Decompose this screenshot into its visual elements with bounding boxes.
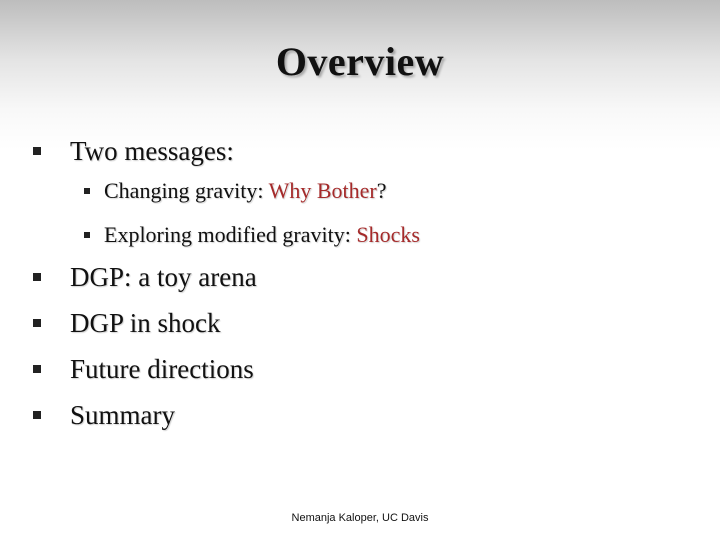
- sub-bullet-prefix: Changing gravity:: [104, 178, 269, 203]
- sub-bullet-prefix: Exploring modified gravity:: [104, 222, 357, 247]
- bullet-item: [70, 135, 234, 167]
- sub-bullet-item: [104, 222, 420, 248]
- square-bullet-icon: [33, 273, 41, 281]
- slide-title: Overview: [275, 39, 445, 84]
- bullet-text: Two messages:: [70, 136, 234, 166]
- sub-bullet-highlight: Why Bother: [268, 178, 377, 203]
- sub-bullet-suffix: ?: [376, 178, 387, 203]
- square-bullet-icon: [84, 232, 90, 238]
- bullet-item: [70, 353, 254, 385]
- bullet-text: DGP: a toy arena: [70, 262, 257, 292]
- bullet-item: [70, 399, 175, 431]
- bullet-item: [70, 261, 257, 293]
- square-bullet-icon: [33, 319, 41, 327]
- bullet-text: Summary: [70, 400, 175, 430]
- bullet-text: Future directions: [70, 354, 254, 384]
- bullet-text: DGP in shock: [70, 308, 221, 338]
- sub-bullet-item: [104, 178, 387, 204]
- square-bullet-icon: [33, 411, 41, 419]
- square-bullet-icon: [33, 365, 41, 373]
- bullet-item: [70, 307, 221, 339]
- square-bullet-icon: [33, 147, 41, 155]
- sub-bullet-highlight: Shocks: [356, 222, 420, 247]
- slide-footer: Nemanja Kaloper, UC Davis: [291, 512, 429, 524]
- square-bullet-icon: [84, 188, 90, 194]
